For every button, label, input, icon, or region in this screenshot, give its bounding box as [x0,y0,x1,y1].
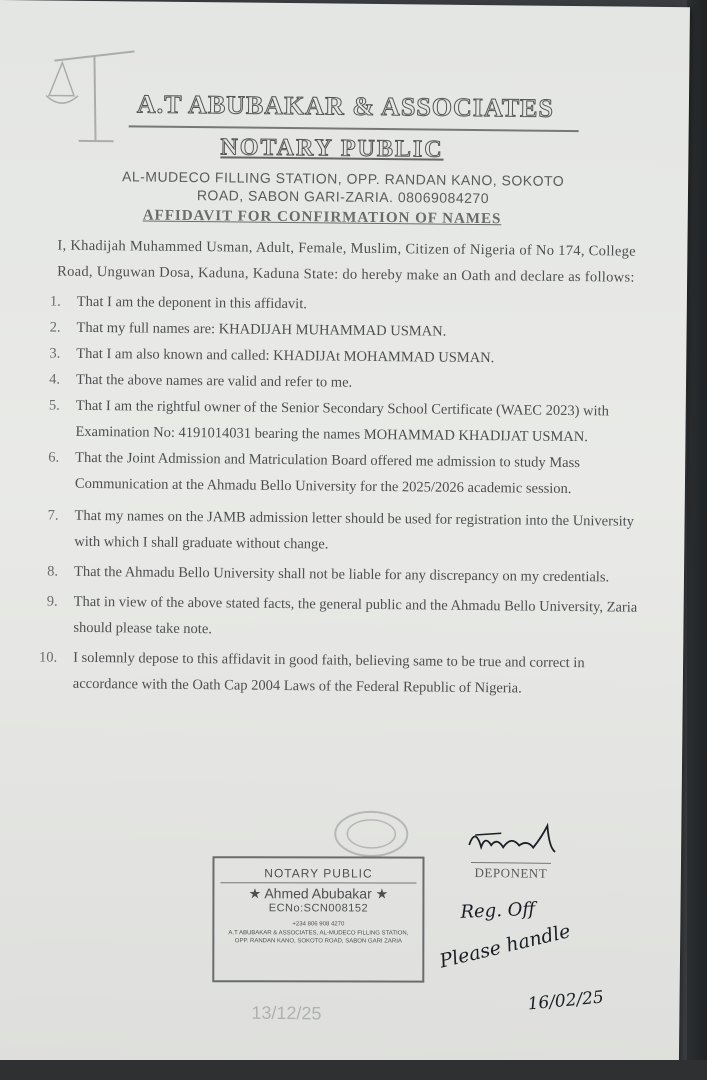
item-text: That my names on the JAMB admission letter should be used for registration into the University with which I shall graduate without change. [74,507,635,553]
item-number: 1. [49,293,61,310]
item-number: 9. [46,593,58,610]
handwritten-date: 16/02/25 [526,987,605,1015]
item-number: 8. [47,563,59,580]
item-text: That I am also known and called: KHADIJAt MOHAMMAD USMAN. [76,345,495,367]
handwritten-note-1: Reg. Off [460,898,536,923]
item-text: I solemnly depose to this affidavit in good faith, believing same to be true and correct in accordance with the Oath Cap 2004 Laws of the Federal Republic of Nigeria. [72,649,585,697]
item-number: 5. [48,397,60,414]
item-text: That the above names are valid and refer to me. [75,371,353,391]
notary-stamp [212,856,424,982]
item-number: 7. [47,507,59,524]
affidavit-body [33,232,658,702]
list-item [33,588,654,646]
embossed-seal-icon [331,809,412,860]
stamp-code: ECNo:SCN008152 [268,902,369,915]
firm-name: A.T ABUBAKAR & ASSOCIATES [136,89,555,123]
list-item [35,392,656,450]
item-text: That my full names are: KHADIJAH MUHAMMAD USMAN. [76,319,447,340]
stamp-phone: +234 806 908 4270 [292,921,345,928]
address-line-2: ROAD, SABON GARI-ZARIA. 08069084270 [196,187,490,207]
stamp-address: A.T ABUBAKAR & ASSOCIATES, AL-MUDECO FILLING STATION, OPP. RANDAN KANO, SOKOTO ROAD, SABON GARI ZARIA [228,930,409,945]
affidavit-title: AFFIDAVIT FOR CONFIRMATION OF NAMES [142,207,502,228]
list-item [34,558,654,590]
background-bottom [0,1060,707,1080]
stamp-name: ★ Ahmed Abubakar ★ [248,885,389,902]
list-item [35,444,656,502]
item-text: That I am the deponent in this affidavit. [76,293,307,313]
handwritten-note-2: Please handle [437,920,573,973]
notary-title: NOTARY PUBLIC [220,134,444,163]
item-number: 6. [48,449,60,466]
item-number: 2. [49,319,61,336]
list-item [33,644,654,702]
deponent-signature-icon [461,817,561,864]
intro-paragraph: I, Khadijah Muhammed Usman, Adult, Female, Muslim, Citizen of Nigeria of No 174, College Road, Unguwan Dosa, Kaduna, Kaduna State: do hereby make an Oath and declare as follows: [57,237,637,286]
item-text: That the Ahmadu Bello University shall not be liable for any discrepancy on my credentials. [73,563,610,586]
address-block [0,166,688,209]
stamp-heading: NOTARY PUBLIC [220,866,416,883]
item-number: 10. [38,649,58,666]
stamp-date: 13/12/25 [251,1002,322,1024]
scales-of-justice-icon [43,40,139,146]
address-line-1: AL-MUDECO FILLING STATION, OPP. RANDAN KANO, SOKOTO [121,168,565,189]
list-item [34,502,655,560]
item-number: 3. [49,345,61,362]
item-number: 4. [49,371,61,388]
item-text: That in view of the above stated facts, the general public and the Ahmadu Bello University, Zaria should please take note. [73,593,638,638]
item-text: That I am the rightful owner of the Senior Secondary School Certificate (WAEC 2023) with Examination No: 4191014031 bearing the names MOHAMMAD KHADIJAT USMAN. [75,397,609,446]
item-text: That the Joint Admission and Matriculation Board offered me admission to study Mass Communication at the Ahmadu Bello University for the 2025/2026 academic session. [74,449,581,498]
deponent-label: DEPONENT [471,862,551,882]
background-edge [687,0,707,1080]
